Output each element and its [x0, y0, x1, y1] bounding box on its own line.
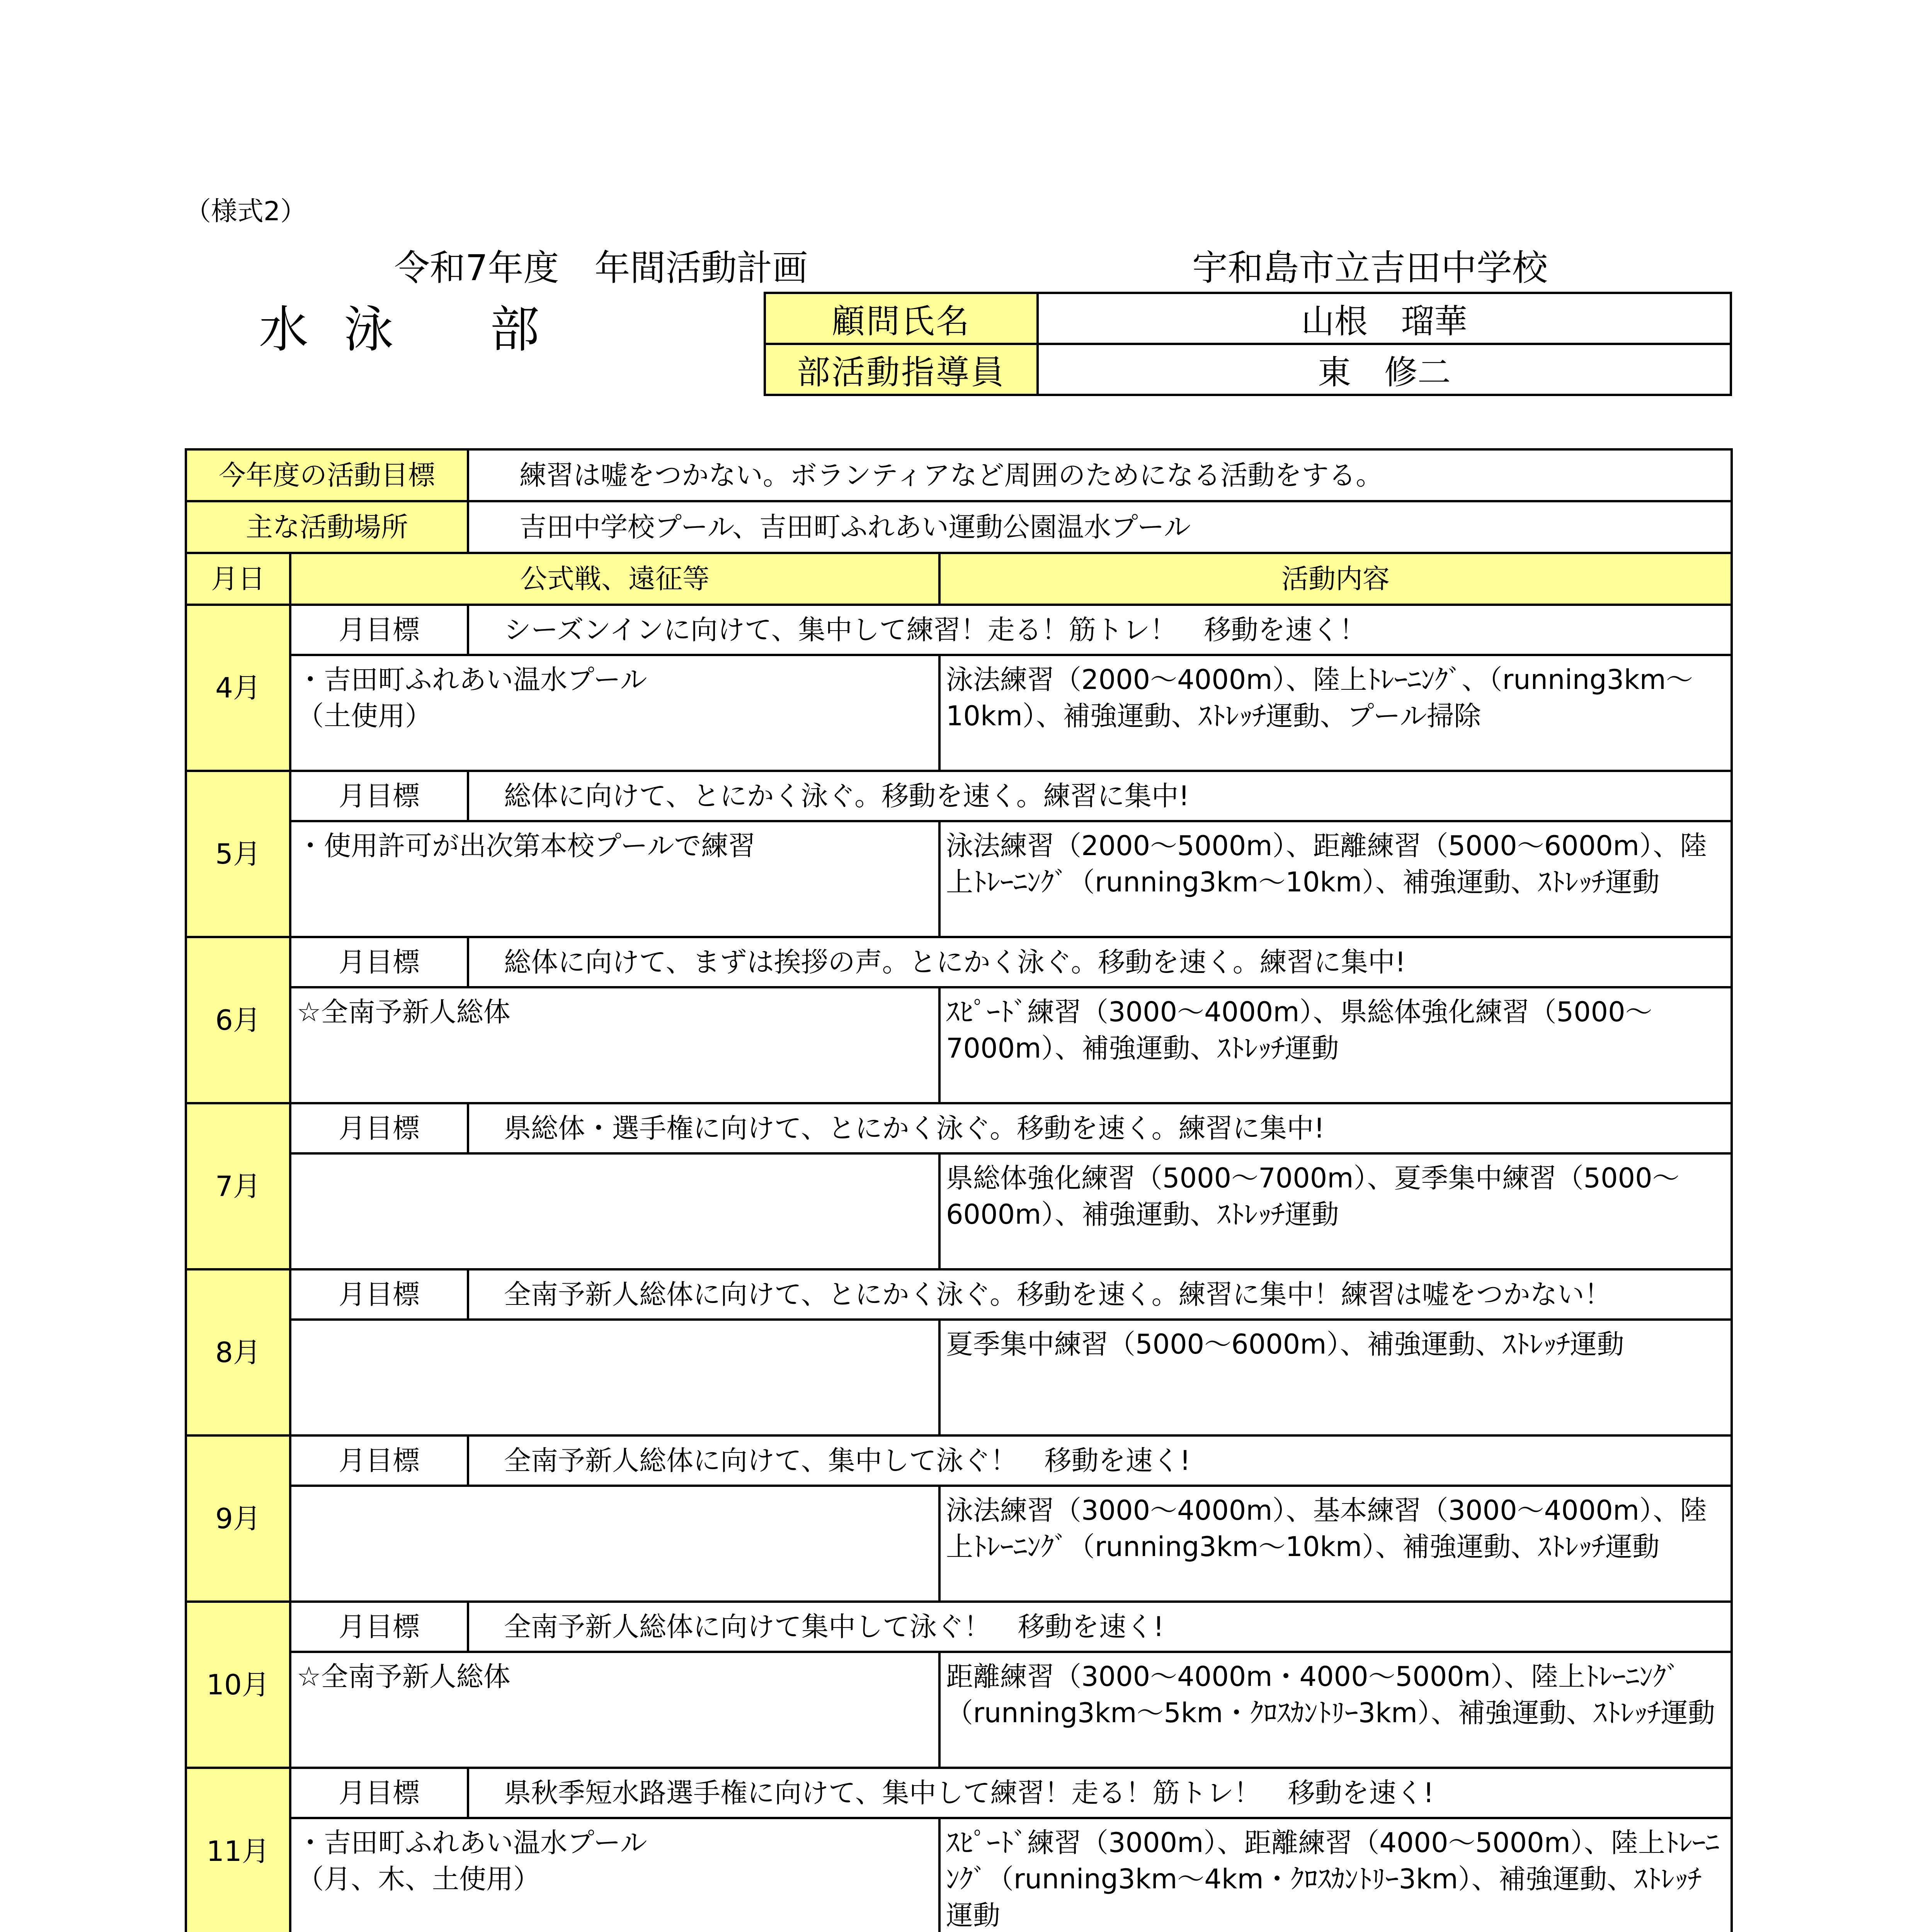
month-goal-label: 月目標 — [290, 1269, 468, 1320]
activity-plan-table — [185, 448, 1733, 1932]
month-activity-row — [186, 987, 1732, 1103]
month-activity-row — [186, 1652, 1732, 1768]
form-number-label: （様式2） — [185, 196, 307, 227]
annual-goal-row — [186, 449, 1732, 501]
advisor-name: 山根 瑠華 — [1038, 293, 1731, 344]
column-header-content: 活動内容 — [939, 553, 1732, 605]
month-events: ・使用許可が出次第本校プールで練習 — [290, 821, 939, 937]
month-activity-content: 泳法練習（3000～4000m）、基本練習（3000～4000m）、陸上ﾄﾚｰﾆﾝｸﾞ（running3km～10km）、補強運動、ｽﾄﾚｯﾁ運動 — [939, 1486, 1732, 1602]
month-activity-content: 距離練習（3000～4000m・4000～5000m）、陸上ﾄﾚｰﾆﾝｸﾞ（running3km～5km・ｸﾛｽｶﾝﾄﾘｰ3km）、補強運動、ｽﾄﾚｯﾁ運動 — [939, 1652, 1732, 1768]
month-events — [290, 1153, 939, 1269]
activity-place-text: 吉田中学校プール、吉田町ふれあい運動公園温水プール — [468, 501, 1732, 553]
advisor-row — [765, 293, 1731, 344]
month-goal-row — [186, 605, 1732, 655]
month-goal-text: 全南予新人総体に向けて、集中して泳ぐ！ 移動を速く! — [468, 1435, 1732, 1486]
month-activity-row — [186, 655, 1732, 771]
month-activity-content: 泳法練習（2000～4000m）、陸上ﾄﾚｰﾆﾝｸﾞ、（running3km～10km）、補強運動、ｽﾄﾚｯﾁ運動、プール掃除 — [939, 655, 1732, 771]
month-label: 11月 — [186, 1768, 290, 1932]
month-label: 6月 — [186, 937, 290, 1103]
month-label: 9月 — [186, 1435, 290, 1602]
month-goal-row — [186, 1602, 1732, 1652]
month-goal-text: 総体に向けて、とにかく泳ぐ。移動を速く。練習に集中! — [468, 771, 1732, 821]
month-label: 5月 — [186, 771, 290, 937]
club-name-char: 泳 — [344, 301, 394, 359]
month-goal-row — [186, 1103, 1732, 1153]
document-title: 令和7年度 年間活動計画 — [394, 247, 808, 289]
month-events: ・吉田町ふれあい温水プール （月、木、土使用） — [290, 1818, 939, 1932]
month-activity-row — [186, 1320, 1732, 1435]
month-goal-row — [186, 771, 1732, 821]
month-activity-row — [186, 1153, 1732, 1269]
instructor-name: 東 修二 — [1038, 344, 1731, 395]
month-label: 4月 — [186, 605, 290, 771]
month-goal-label: 月目標 — [290, 1435, 468, 1486]
club-name-char: 水 — [259, 301, 309, 359]
month-goal-text: 総体に向けて、まずは挨拶の声。とにかく泳ぐ。移動を速く。練習に集中! — [468, 937, 1732, 987]
month-goal-text: 全南予新人総体に向けて、とにかく泳ぐ。移動を速く。練習に集中！練習は嘘をつかない！ — [468, 1269, 1732, 1320]
month-events — [290, 1320, 939, 1435]
month-events: ☆全南予新人総体 — [290, 987, 939, 1103]
month-goal-label: 月目標 — [290, 937, 468, 987]
advisor-table — [764, 292, 1732, 396]
month-goal-label: 月目標 — [290, 605, 468, 655]
club-name-char: 部 — [490, 301, 540, 359]
column-header-month: 月日 — [186, 553, 290, 605]
annual-goal-text: 練習は嘘をつかない。ボランティアなど周囲のためになる活動をする。 — [468, 449, 1732, 501]
column-header-events: 公式戦、遠征等 — [290, 553, 939, 605]
month-goal-text: 県総体・選手権に向けて、とにかく泳ぐ。移動を速く。練習に集中! — [468, 1103, 1732, 1153]
month-activity-content: 県総体強化練習（5000～7000m）、夏季集中練習（5000～6000m）、補強運動、ｽﾄﾚｯﾁ運動 — [939, 1153, 1732, 1269]
column-header-row — [186, 553, 1732, 605]
month-goal-label: 月目標 — [290, 1768, 468, 1818]
month-activity-content: ｽﾋﾟｰﾄﾞ練習（3000m）、距離練習（4000～5000m）、陸上ﾄﾚｰﾆﾝｸﾞ（running3km～4km・ｸﾛｽｶﾝﾄﾘｰ3km）、補強運動、ｽﾄﾚｯﾁ運動 — [939, 1818, 1732, 1932]
month-goal-text: 県秋季短水路選手権に向けて、集中して練習！走る！筋トレ！ 移動を速く! — [468, 1768, 1732, 1818]
month-activity-row — [186, 821, 1732, 937]
month-goal-row — [186, 1435, 1732, 1486]
month-goal-text: シーズンインに向けて、集中して練習！走る！筋トレ！ 移動を速く！ — [468, 605, 1732, 655]
month-activity-content: 夏季集中練習（5000～6000m）、補強運動、ｽﾄﾚｯﾁ運動 — [939, 1320, 1732, 1435]
month-events: ・吉田町ふれあい温水プール （土使用） — [290, 655, 939, 771]
month-goal-label: 月目標 — [290, 1602, 468, 1652]
month-goal-row — [186, 1768, 1732, 1818]
month-goal-label: 月目標 — [290, 1103, 468, 1153]
month-goal-label: 月目標 — [290, 771, 468, 821]
school-name: 宇和島市立吉田中学校 — [1192, 247, 1548, 289]
instructor-label: 部活動指導員 — [765, 344, 1038, 395]
instructor-row — [765, 344, 1731, 395]
month-activity-content: 泳法練習（2000～5000m）、距離練習（5000～6000m）、陸上ﾄﾚｰﾆﾝｸﾞ（running3km～10km）、補強運動、ｽﾄﾚｯﾁ運動 — [939, 821, 1732, 937]
month-activity-row — [186, 1486, 1732, 1602]
month-label: 8月 — [186, 1269, 290, 1435]
month-goal-row — [186, 1269, 1732, 1320]
month-goal-row — [186, 937, 1732, 987]
activity-place-label: 主な活動場所 — [186, 501, 468, 553]
month-activity-content: ｽﾋﾟｰﾄﾞ練習（3000～4000m）、県総体強化練習（5000～7000m）、補強運動、ｽﾄﾚｯﾁ運動 — [939, 987, 1732, 1103]
month-label: 10月 — [186, 1602, 290, 1768]
month-events — [290, 1486, 939, 1602]
month-label: 7月 — [186, 1103, 290, 1269]
month-activity-row — [186, 1818, 1732, 1932]
annual-goal-label: 今年度の活動目標 — [186, 449, 468, 501]
advisor-label: 顧問氏名 — [765, 293, 1038, 344]
club-name — [259, 290, 539, 361]
month-events: ☆全南予新人総体 — [290, 1652, 939, 1768]
month-goal-text: 全南予新人総体に向けて集中して泳ぐ！ 移動を速く! — [468, 1602, 1732, 1652]
activity-place-row — [186, 501, 1732, 553]
